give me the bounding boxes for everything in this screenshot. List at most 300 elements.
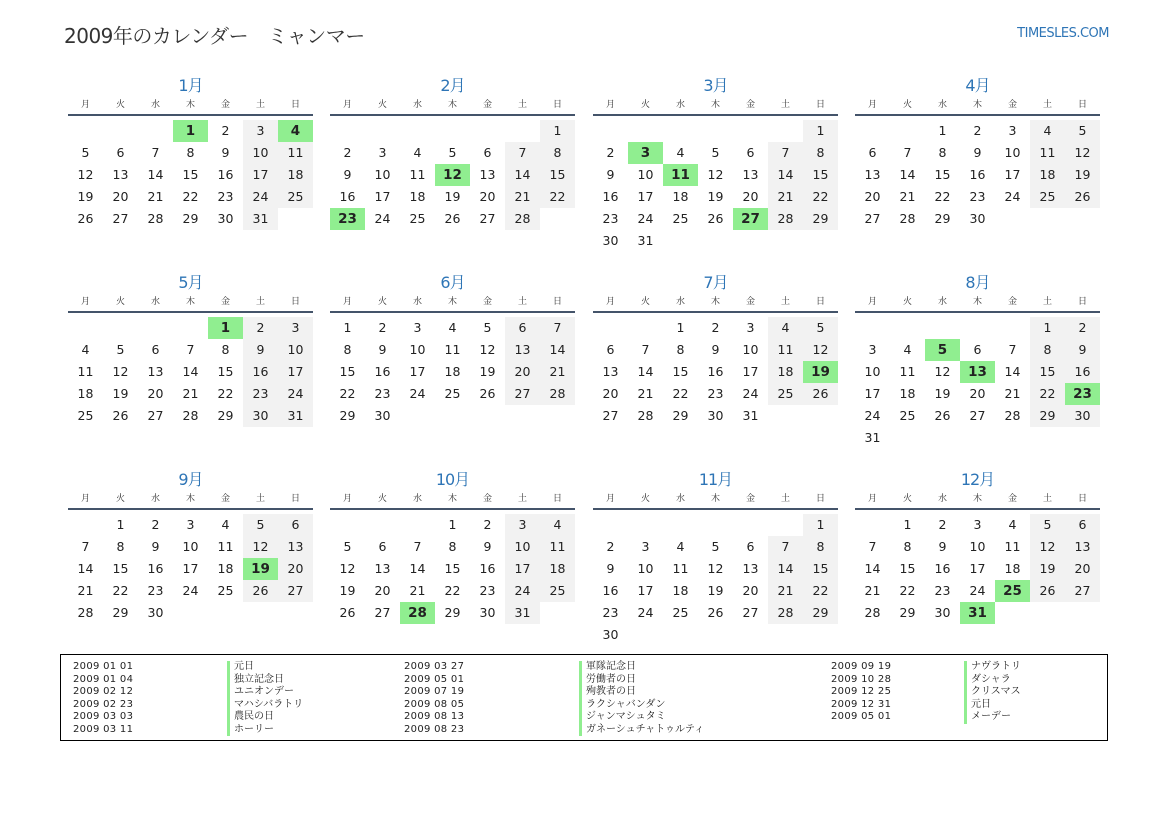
day-cell: 30 — [1065, 405, 1100, 427]
day-cell: 15 — [339, 364, 356, 379]
day-cell: 30 — [707, 408, 724, 423]
empty-cell — [733, 120, 768, 142]
day-cell: 26 — [112, 408, 129, 423]
day-cell: 4 — [676, 539, 685, 554]
month-3 — [593, 74, 838, 252]
day-cell: 1 — [343, 320, 352, 335]
day-cell: 9 — [243, 339, 278, 361]
brand-link[interactable]: TIMESLES.COM — [1017, 26, 1109, 41]
day-cell: 14 — [768, 164, 803, 186]
weekday-label: 月 — [342, 297, 352, 307]
weekday-label: 月 — [342, 494, 352, 504]
empty-cell — [698, 120, 733, 142]
day-cell: 24 — [243, 186, 278, 208]
day-cell: 23 — [934, 583, 951, 598]
day-cell: 17 — [1004, 167, 1021, 182]
weekday-label: 月 — [80, 494, 90, 504]
empty-cell — [890, 120, 925, 142]
weekday-label: 金 — [1007, 100, 1017, 110]
day-cell: 16 — [217, 167, 234, 182]
month-name: 10月 — [435, 470, 470, 489]
day-cell: 22 — [444, 583, 461, 598]
empty-cell — [593, 317, 628, 339]
weekday-label: 金 — [482, 494, 492, 504]
month-12 — [855, 468, 1100, 624]
day-cell: 20 — [969, 386, 986, 401]
weekday-label: 月 — [867, 494, 877, 504]
holiday-date: 2009 03 03 — [73, 711, 134, 722]
day-cell: 15 — [1030, 361, 1065, 383]
empty-cell — [400, 514, 435, 536]
empty-cell — [855, 317, 890, 339]
day-cell: 29 — [182, 211, 199, 226]
day-cell: 21 — [540, 361, 575, 383]
day-cell: 6 — [278, 514, 313, 536]
weekday-label: 日 — [290, 297, 300, 307]
weekday-label: 水 — [412, 494, 422, 504]
holiday-day-cell: 3 — [628, 142, 663, 164]
weekday-label: 木 — [185, 100, 195, 110]
weekday-label: 金 — [220, 494, 230, 504]
day-grid — [330, 317, 575, 427]
day-cell: 6 — [868, 145, 877, 160]
weekday-label: 土 — [517, 297, 527, 307]
day-cell: 13 — [505, 339, 540, 361]
day-cell: 1 — [803, 120, 838, 142]
day-cell: 18 — [409, 189, 426, 204]
month-10 — [330, 468, 575, 624]
weekday-label: 火 — [902, 100, 912, 110]
weekday-label: 月 — [80, 100, 90, 110]
day-grid — [330, 514, 575, 624]
holiday-date: 2009 05 01 — [404, 673, 465, 685]
weekday-label: 日 — [552, 494, 562, 504]
holiday-date: 2009 02 23 — [73, 698, 134, 710]
day-cell: 30 — [479, 605, 496, 620]
day-cell: 17 — [742, 364, 759, 379]
day-cell: 6 — [505, 317, 540, 339]
weekday-label: 火 — [115, 494, 125, 504]
day-cell: 1 — [1030, 317, 1065, 339]
day-cell: 8 — [448, 539, 457, 554]
empty-cell — [103, 120, 138, 142]
weekday-header — [330, 295, 575, 313]
day-cell: 31 — [637, 233, 654, 248]
day-cell: 22 — [803, 186, 838, 208]
day-cell: 9 — [378, 342, 387, 357]
month-name: 7月 — [703, 273, 728, 292]
day-cell: 2 — [938, 517, 947, 532]
weekday-label: 土 — [517, 494, 527, 504]
day-cell: 1 — [676, 320, 685, 335]
day-cell: 14 — [147, 167, 164, 182]
day-cell: 25 — [672, 605, 689, 620]
day-grid — [68, 120, 313, 230]
day-cell: 18 — [899, 386, 916, 401]
weekday-label: 火 — [640, 297, 650, 307]
day-cell: 5 — [803, 317, 838, 339]
day-cell: 3 — [641, 539, 650, 554]
day-cell: 2 — [151, 517, 160, 532]
day-cell: 14 — [409, 561, 426, 576]
day-cell: 17 — [182, 561, 199, 576]
day-cell: 19 — [112, 386, 129, 401]
day-cell: 6 — [746, 145, 755, 160]
weekday-label: 水 — [150, 297, 160, 307]
weekday-label: 土 — [1042, 100, 1052, 110]
empty-cell — [628, 317, 663, 339]
day-cell: 17 — [637, 583, 654, 598]
day-cell: 3 — [378, 145, 387, 160]
day-cell: 15 — [444, 561, 461, 576]
day-cell: 30 — [602, 627, 619, 642]
day-cell: 13 — [602, 364, 619, 379]
day-cell: 9 — [973, 145, 982, 160]
empty-cell — [505, 120, 540, 142]
empty-cell — [68, 514, 103, 536]
day-cell: 3 — [186, 517, 195, 532]
day-cell: 26 — [479, 386, 496, 401]
day-cell: 22 — [803, 580, 838, 602]
day-cell: 10 — [742, 342, 759, 357]
day-cell: 16 — [707, 364, 724, 379]
day-cell: 2 — [973, 123, 982, 138]
weekday-label: 水 — [937, 100, 947, 110]
holiday-day-cell: 11 — [663, 164, 698, 186]
day-cell: 17 — [505, 558, 540, 580]
weekday-header — [855, 492, 1100, 510]
day-cell: 24 — [409, 386, 426, 401]
holiday-date: 2009 08 23 — [404, 723, 465, 735]
day-cell: 4 — [81, 342, 90, 357]
day-cell: 8 — [540, 142, 575, 164]
day-cell: 9 — [1065, 339, 1100, 361]
day-cell: 14 — [768, 558, 803, 580]
day-cell: 12 — [339, 561, 356, 576]
day-cell: 24 — [182, 583, 199, 598]
day-cell: 17 — [409, 364, 426, 379]
day-cell: 22 — [672, 386, 689, 401]
month-9 — [68, 468, 313, 624]
day-cell: 1 — [903, 517, 912, 532]
day-cell: 4 — [448, 320, 457, 335]
day-cell: 24 — [505, 580, 540, 602]
day-cell: 22 — [217, 386, 234, 401]
day-cell: 13 — [112, 167, 129, 182]
day-cell: 16 — [969, 167, 986, 182]
weekday-label: 火 — [640, 100, 650, 110]
day-cell: 11 — [444, 342, 461, 357]
day-cell: 7 — [768, 142, 803, 164]
empty-cell — [855, 514, 890, 536]
day-grid — [330, 120, 575, 230]
weekday-label: 木 — [710, 494, 720, 504]
day-cell: 5 — [81, 145, 90, 160]
day-cell: 16 — [339, 189, 356, 204]
day-cell: 31 — [505, 602, 540, 624]
weekday-label: 月 — [867, 297, 877, 307]
day-cell: 18 — [1030, 164, 1065, 186]
day-cell: 16 — [934, 561, 951, 576]
day-cell: 6 — [746, 539, 755, 554]
weekday-label: 土 — [255, 494, 265, 504]
day-cell: 27 — [864, 211, 881, 226]
day-cell: 29 — [803, 208, 838, 230]
day-cell: 22 — [339, 386, 356, 401]
holiday-name: ガネーシュチャトゥルティ — [579, 724, 704, 737]
day-cell: 12 — [1065, 142, 1100, 164]
day-cell: 15 — [803, 558, 838, 580]
empty-cell — [593, 514, 628, 536]
day-cell: 10 — [182, 539, 199, 554]
day-cell: 25 — [409, 211, 426, 226]
empty-cell — [138, 317, 173, 339]
day-cell: 9 — [483, 539, 492, 554]
holiday-name: 独立記念日 — [227, 674, 303, 687]
day-cell: 27 — [374, 605, 391, 620]
day-cell: 22 — [899, 583, 916, 598]
day-cell: 5 — [343, 539, 352, 554]
day-cell: 11 — [1030, 142, 1065, 164]
weekday-label: 金 — [1007, 297, 1017, 307]
day-cell: 8 — [343, 342, 352, 357]
day-cell: 10 — [505, 536, 540, 558]
day-cell: 16 — [243, 361, 278, 383]
weekday-label: 火 — [115, 297, 125, 307]
day-cell: 9 — [606, 167, 615, 182]
holiday-name: ダシャラ — [964, 674, 1021, 687]
day-cell: 1 — [116, 517, 125, 532]
weekday-header — [330, 492, 575, 510]
day-cell: 23 — [147, 583, 164, 598]
day-cell: 24 — [374, 211, 391, 226]
holiday-date: 2009 10 28 — [831, 673, 892, 685]
day-cell: 11 — [77, 364, 94, 379]
weekday-label: 土 — [780, 494, 790, 504]
day-cell: 19 — [77, 189, 94, 204]
holiday-name: 殉教者の日 — [579, 686, 704, 699]
weekday-label: 水 — [675, 297, 685, 307]
day-cell: 24 — [742, 386, 759, 401]
day-cell: 14 — [899, 167, 916, 182]
holiday-date: 2009 03 27 — [404, 661, 465, 672]
day-cell: 23 — [243, 383, 278, 405]
day-cell: 18 — [1004, 561, 1021, 576]
day-cell: 11 — [278, 142, 313, 164]
empty-cell — [628, 514, 663, 536]
day-cell: 20 — [147, 386, 164, 401]
empty-cell — [365, 120, 400, 142]
month-name: 11月 — [698, 470, 733, 489]
day-cell: 2 — [483, 517, 492, 532]
day-cell: 23 — [707, 386, 724, 401]
day-cell: 26 — [1030, 580, 1065, 602]
weekday-label: 火 — [115, 100, 125, 110]
month-8 — [855, 271, 1100, 449]
holiday-date: 2009 08 13 — [404, 711, 465, 722]
day-cell: 25 — [444, 386, 461, 401]
weekday-header — [330, 98, 575, 116]
day-cell: 16 — [479, 561, 496, 576]
day-cell: 13 — [1065, 536, 1100, 558]
holiday-date: 2009 12 31 — [831, 698, 892, 710]
empty-cell — [435, 120, 470, 142]
day-cell: 21 — [77, 583, 94, 598]
day-cell: 10 — [409, 342, 426, 357]
day-cell: 3 — [505, 514, 540, 536]
day-cell: 13 — [864, 167, 881, 182]
holiday-name: ユニオンデー — [227, 686, 303, 699]
day-cell: 5 — [711, 145, 720, 160]
day-cell: 16 — [1065, 361, 1100, 383]
day-cell: 29 — [803, 602, 838, 624]
day-cell: 6 — [483, 145, 492, 160]
holiday-day-cell: 1 — [173, 120, 208, 142]
day-cell: 9 — [938, 539, 947, 554]
day-cell: 15 — [672, 364, 689, 379]
day-cell: 21 — [505, 186, 540, 208]
day-cell: 7 — [186, 342, 195, 357]
weekday-label: 火 — [377, 100, 387, 110]
empty-cell — [68, 317, 103, 339]
day-cell: 8 — [221, 342, 230, 357]
day-grid — [68, 514, 313, 624]
day-cell: 1 — [540, 120, 575, 142]
day-cell: 17 — [969, 561, 986, 576]
day-cell: 11 — [899, 364, 916, 379]
holiday-day-cell: 31 — [960, 602, 995, 624]
day-cell: 3 — [243, 120, 278, 142]
holiday-name: 農民の日 — [227, 711, 303, 724]
day-cell: 4 — [540, 514, 575, 536]
day-cell: 18 — [768, 361, 803, 383]
day-cell: 27 — [1065, 580, 1100, 602]
day-cell: 23 — [969, 189, 986, 204]
holiday-name: 労働者の日 — [579, 674, 704, 687]
day-cell: 20 — [742, 583, 759, 598]
day-cell: 10 — [1004, 145, 1021, 160]
day-cell: 14 — [637, 364, 654, 379]
day-cell: 6 — [151, 342, 160, 357]
month-name: 3月 — [703, 76, 728, 95]
holiday-date: 2009 02 12 — [73, 686, 134, 697]
holiday-day-cell: 25 — [995, 580, 1030, 602]
day-cell: 25 — [1030, 186, 1065, 208]
weekday-header — [593, 98, 838, 116]
day-grid — [593, 120, 838, 252]
empty-cell — [400, 120, 435, 142]
weekday-label: 木 — [972, 297, 982, 307]
weekday-label: 月 — [605, 494, 615, 504]
day-cell: 2 — [1065, 317, 1100, 339]
day-cell: 28 — [540, 383, 575, 405]
weekday-label: 日 — [815, 494, 825, 504]
month-name: 1月 — [178, 76, 203, 95]
month-name: 5月 — [178, 273, 203, 292]
day-cell: 21 — [768, 186, 803, 208]
weekday-label: 月 — [80, 297, 90, 307]
weekday-label: 日 — [552, 100, 562, 110]
day-cell: 2 — [606, 539, 615, 554]
day-cell: 4 — [768, 317, 803, 339]
day-cell: 3 — [413, 320, 422, 335]
day-cell: 5 — [116, 342, 125, 357]
day-cell: 13 — [742, 167, 759, 182]
empty-cell — [925, 317, 960, 339]
day-cell: 24 — [1004, 189, 1021, 204]
day-cell: 6 — [378, 539, 387, 554]
day-cell: 13 — [479, 167, 496, 182]
holiday-name: 元日 — [964, 699, 1021, 712]
day-cell: 20 — [1065, 558, 1100, 580]
holiday-list — [60, 654, 1108, 741]
day-cell: 7 — [413, 539, 422, 554]
day-cell: 3 — [278, 317, 313, 339]
day-cell: 27 — [278, 580, 313, 602]
day-cell: 1 — [803, 514, 838, 536]
day-cell: 30 — [217, 211, 234, 226]
day-cell: 28 — [147, 211, 164, 226]
month-5 — [68, 271, 313, 427]
weekday-label: 水 — [937, 297, 947, 307]
day-cell: 1 — [938, 123, 947, 138]
day-cell: 2 — [378, 320, 387, 335]
day-cell: 18 — [444, 364, 461, 379]
day-cell: 27 — [147, 408, 164, 423]
weekday-label: 水 — [412, 100, 422, 110]
day-cell: 21 — [147, 189, 164, 204]
holiday-name: マハシバラトリ — [227, 699, 303, 712]
day-cell: 27 — [505, 383, 540, 405]
day-cell: 9 — [343, 167, 352, 182]
month-6 — [330, 271, 575, 427]
day-cell: 17 — [374, 189, 391, 204]
holiday-name: ホーリー — [227, 724, 303, 737]
day-cell: 4 — [221, 517, 230, 532]
day-cell: 15 — [899, 561, 916, 576]
day-cell: 16 — [147, 561, 164, 576]
empty-cell — [855, 120, 890, 142]
day-cell: 25 — [768, 383, 803, 405]
day-cell: 27 — [479, 211, 496, 226]
day-cell: 7 — [1008, 342, 1017, 357]
day-cell: 25 — [278, 186, 313, 208]
day-cell: 23 — [602, 605, 619, 620]
day-cell: 19 — [1030, 558, 1065, 580]
day-cell: 27 — [742, 605, 759, 620]
day-cell: 22 — [934, 189, 951, 204]
weekday-header — [855, 98, 1100, 116]
day-cell: 20 — [479, 189, 496, 204]
holiday-dates-col-1 — [73, 661, 133, 736]
month-name: 4月 — [965, 76, 990, 95]
page-title: 2009年のカレンダー ミャンマー — [64, 24, 365, 48]
weekday-label: 金 — [745, 100, 755, 110]
day-cell: 15 — [934, 167, 951, 182]
weekday-label: 月 — [605, 100, 615, 110]
day-cell: 18 — [77, 386, 94, 401]
day-cell: 11 — [1004, 539, 1021, 554]
empty-cell — [173, 317, 208, 339]
day-cell: 28 — [637, 408, 654, 423]
weekday-label: 土 — [517, 100, 527, 110]
day-cell: 18 — [540, 558, 575, 580]
weekday-label: 木 — [447, 297, 457, 307]
holiday-dates-col-3 — [831, 661, 891, 724]
day-cell: 10 — [374, 167, 391, 182]
day-cell: 4 — [1008, 517, 1017, 532]
day-cell: 22 — [112, 583, 129, 598]
